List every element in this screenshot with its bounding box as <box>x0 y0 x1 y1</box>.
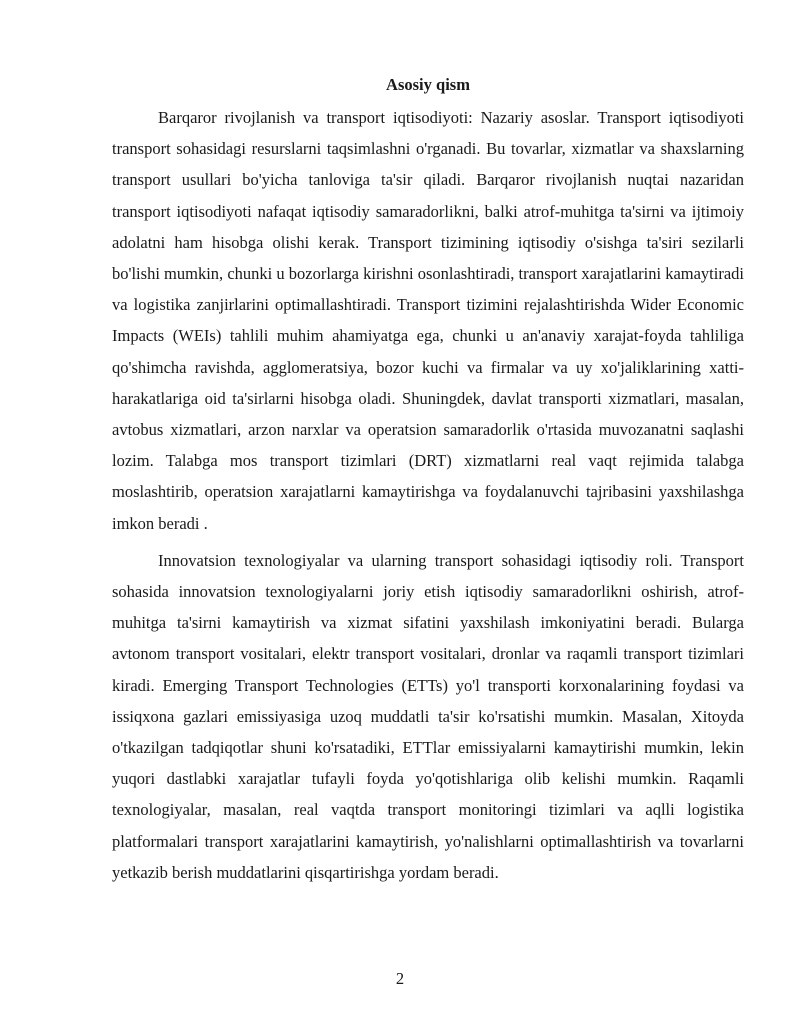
page-number: 2 <box>395 969 405 988</box>
section-heading: Asosiy qism <box>386 75 470 94</box>
document-page <box>112 72 744 894</box>
paragraph-sustainable-development: Barqaror rivojlanish va transport iqtisodiyoti: Nazariy asoslar. Transport iqtisodiyoti transport sohasidagi resurslarni taqsimlashni o'rganadi. Bu tovarlar, xizmatlar va shaxslarning transport usullari bo'yicha tanloviga ta'sir qiladi. Barqaror rivojlanish nuqtai nazaridan transport iqtisodiyoti nafaqat iqtisodiy samaradorlikni, balki atrof-muhitga ta'sirni va ijtimoiy adolatni ham hisobga olishi kerak. Transport tizimining iqtisodiy o'sishga ta'siri sezilarli bo'lishi mumkin, chunki u bozorlarga kirishni osonlashtiradi, transport xarajatlarini kamaytiradi va logistika zanjirlarini optimallashtiradi. Transport tizimini rejalashtirishda Wider Economic Impacts (WEIs) tahlili muhim ahamiyatga ega, chunki u an'anaviy xarajat-foyda tahliliga qo'shimcha ravishda, agglomeratsiya, bozor kuchi va firmalar va uy xo'jaliklarining xatti-harakatlariga oid ta'sirlarni hisobga oladi. Shuningdek, davlat transporti xizmatlari, masalan, avtobus xizmatlari, arzon narxlar va operatsion samaradorlik o'rtasida muvozanatni saqlashi lozim. Talabga mos transport tizimlari (DRT) xizmatlarni real vaqt rejimida talabga moslashtirib, operatsion xarajatlarni kamaytirishga va foydalanuvchi tajribasini yaxshilashga imkon beradi . <box>112 108 744 533</box>
paragraph-innovative-technologies: Innovatsion texnologiyalar va ularning transport sohasidagi iqtisodiy roli. Transport sohasida innovatsion texnologiyalarni joriy etish iqtisodiy samaradorlikni oshirish, atrof-muhitga ta'sirni kamaytirish va xizmat sifatini yaxshilash imkoniyatini beradi. Bularga avtonom transport vositalari, elektr transport vositalari, dronlar va raqamli transport tizimlari kiradi. Emerging Transport Technologies (ETTs) yo'l transporti korxonalarining foydasi va issiqxona gazlari emissiyasiga uzoq muddatli ta'sir ko'rsatishi mumkin. Masalan, Xitoyda o'tkazilgan tadqiqotlar shuni ko'rsatadiki, ETTlar emissiyalarni kamaytirishi mumkin, lekin yuqori dastlabki xarajatlar tufayli foyda yo'qotishlariga olib kelishi mumkin. Raqamli texnologiyalar, masalan, real vaqtda transport monitoringi tizimlari va aqlli logistika platformalari transport xarajatlarini kamaytirish, yo'nalishlarni optimallashtirish va tovarlarni yetkazib berish muddatlarini qisqartirishga yordam beradi. <box>112 550 744 882</box>
